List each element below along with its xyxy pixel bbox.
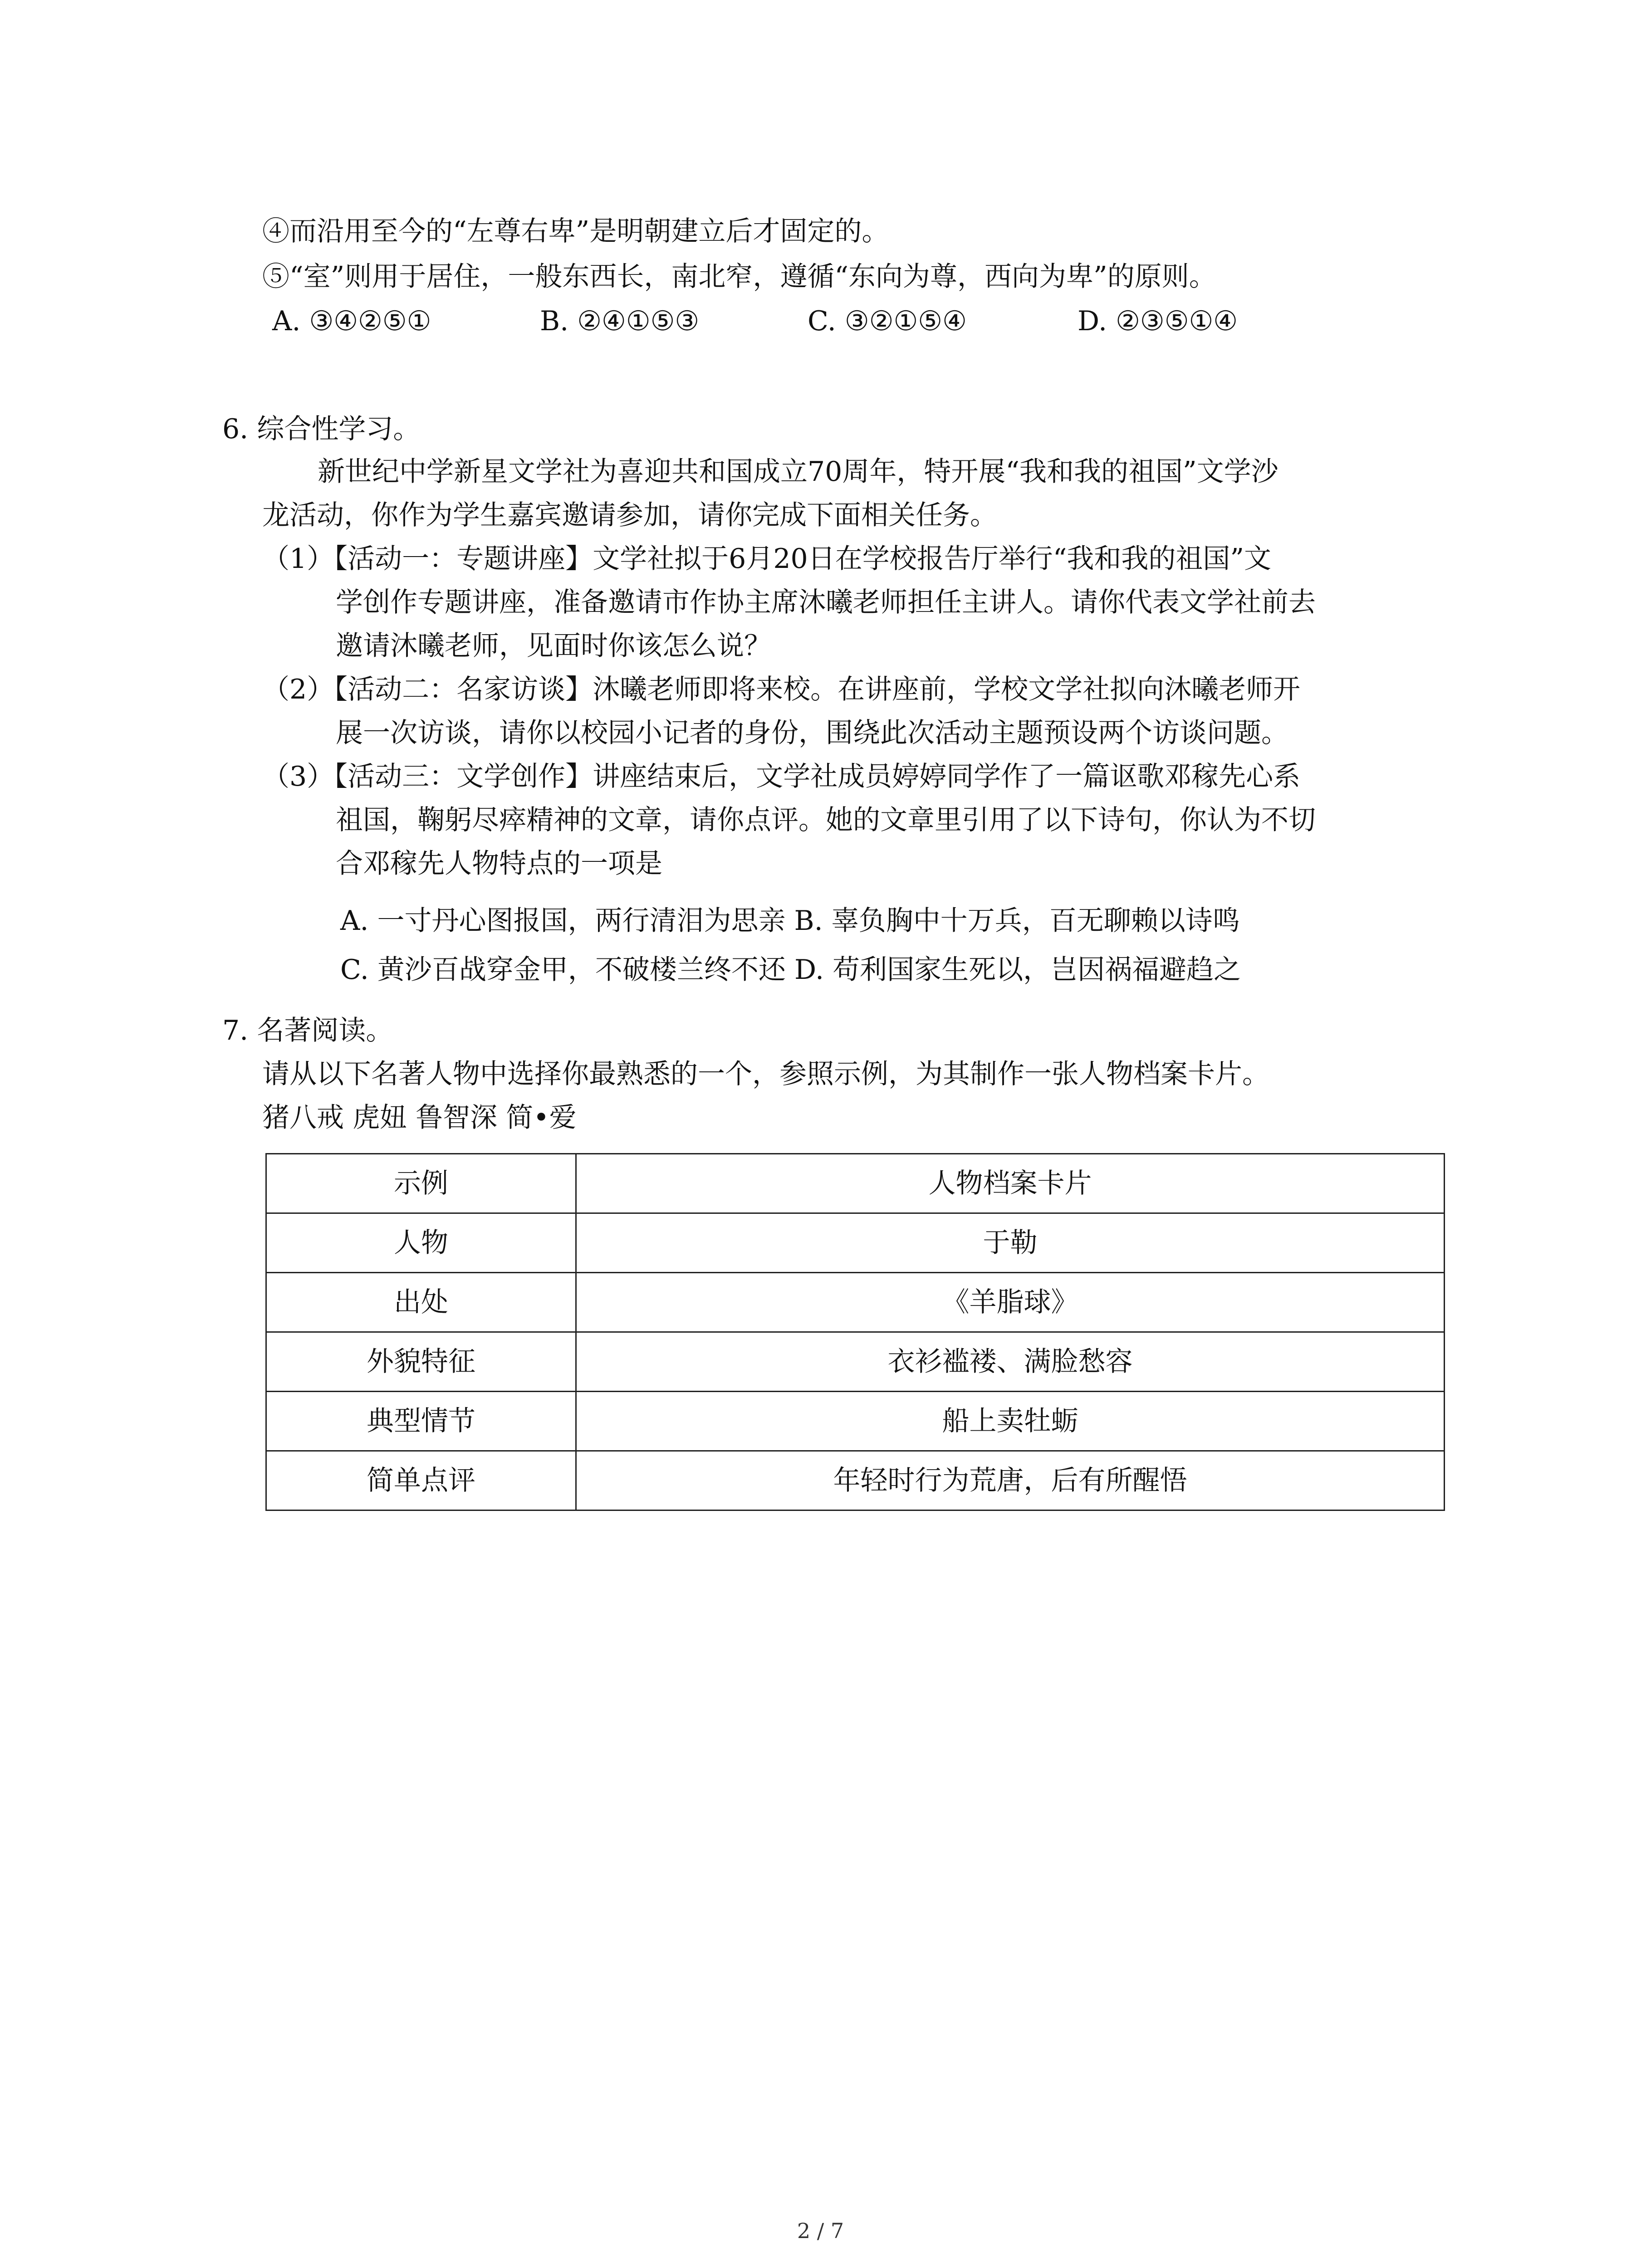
table-row xyxy=(266,1273,1445,1332)
q6-task1-line-3: 邀请沐曦老师，见面时你该怎么说？ xyxy=(336,630,771,662)
q6-intro-line-1: 新世纪中学新星文学社为喜迎共和国成立70周年，特开展“我和我的祖国”文学沙 xyxy=(318,456,1279,488)
q5-option-c: C. ③②①⑤④ xyxy=(808,305,967,337)
q6-choices-ab: A. 一寸丹心图报国，两行清泪为思亲 B. 辜负胸中十万兵，百无聊赖以诗鸣 xyxy=(340,905,1240,937)
q6-task1-line-2: 学创作专题讲座，准备邀请市作协主席沐曦老师担任主讲人。请你代表文学社前去 xyxy=(336,587,1316,618)
table-label-cell: 外貌特征 xyxy=(266,1332,576,1392)
q6-task3-line-3: 合邓稼先人物特点的一项是 xyxy=(336,848,662,880)
q6-task3-line-2: 祖国，鞠躬尽瘁精神的文章，请你点评。她的文章里引用了以下诗句，你认为不切 xyxy=(336,804,1316,836)
q5-option-d: D. ②③⑤①④ xyxy=(1078,305,1238,337)
table-value-cell: 于勒 xyxy=(576,1213,1445,1273)
q5-sentence-5: ⑤“室”则用于居住，一般东西长，南北窄，遵循“东向为尊，西向为卑”的原则。 xyxy=(262,261,1216,293)
table-value-cell: 船上卖牡蛎 xyxy=(576,1392,1445,1451)
character-profile-table xyxy=(265,1153,1445,1511)
q7-heading: 7. 名著阅读。 xyxy=(222,1015,393,1046)
q7-instruction: 请从以下名著人物中选择你最熟悉的一个，参照示例，为其制作一张人物档案卡片。 xyxy=(262,1058,1269,1090)
q7-character-list: 猪八戒 虎妞 鲁智深 简•爱 xyxy=(262,1102,577,1134)
table-value-cell: 衣衫褴褛、满脸愁容 xyxy=(576,1332,1445,1392)
q6-task3-line-1: （3）【活动三：文学创作】讲座结束后，文学社成员婷婷同学作了一篇讴歌邓稼先心系 xyxy=(262,761,1301,792)
table-value-cell: 年轻时行为荒唐，后有所醒悟 xyxy=(576,1451,1445,1510)
q5-sentence-4: ④而沿用至今的“左尊右卑”是明朝建立后才固定的。 xyxy=(262,215,889,247)
q6-task2-line-2: 展一次访谈，请你以校园小记者的身份，围绕此次活动主题预设两个访谈问题。 xyxy=(336,717,1288,749)
table-value-cell: 人物档案卡片 xyxy=(576,1154,1445,1213)
table-row xyxy=(266,1332,1445,1392)
table-label-cell: 人物 xyxy=(266,1213,576,1273)
table-row xyxy=(266,1451,1445,1510)
table-label-cell: 示例 xyxy=(266,1154,576,1213)
q5-option-a: A. ③④②⑤① xyxy=(272,305,431,337)
q6-choices-cd: C. 黄沙百战穿金甲，不破楼兰终不还 D. 苟利国家生死以，岂因祸福避趋之 xyxy=(340,954,1241,986)
q5-option-b: B. ②④①⑤③ xyxy=(540,305,700,337)
page-number: 2 / 7 xyxy=(797,2219,844,2243)
table-label-cell: 典型情节 xyxy=(266,1392,576,1451)
table-label-cell: 简单点评 xyxy=(266,1451,576,1510)
table-row xyxy=(266,1154,1445,1213)
q6-intro-line-2: 龙活动，你作为学生嘉宾邀请参加，请你完成下面相关任务。 xyxy=(262,499,997,531)
q6-task1-line-1: （1）【活动一：专题讲座】文学社拟于6月20日在学校报告厅举行“我和我的祖国”文 xyxy=(262,543,1272,575)
table-row xyxy=(266,1213,1445,1273)
q6-heading: 6. 综合性学习。 xyxy=(222,413,421,445)
table-label-cell: 出处 xyxy=(266,1273,576,1332)
table-row xyxy=(266,1392,1445,1451)
q6-task2-line-1: （2）【活动二：名家访谈】沐曦老师即将来校。在讲座前，学校文学社拟向沐曦老师开 xyxy=(262,674,1301,705)
table-value-cell: 《羊脂球》 xyxy=(576,1273,1445,1332)
